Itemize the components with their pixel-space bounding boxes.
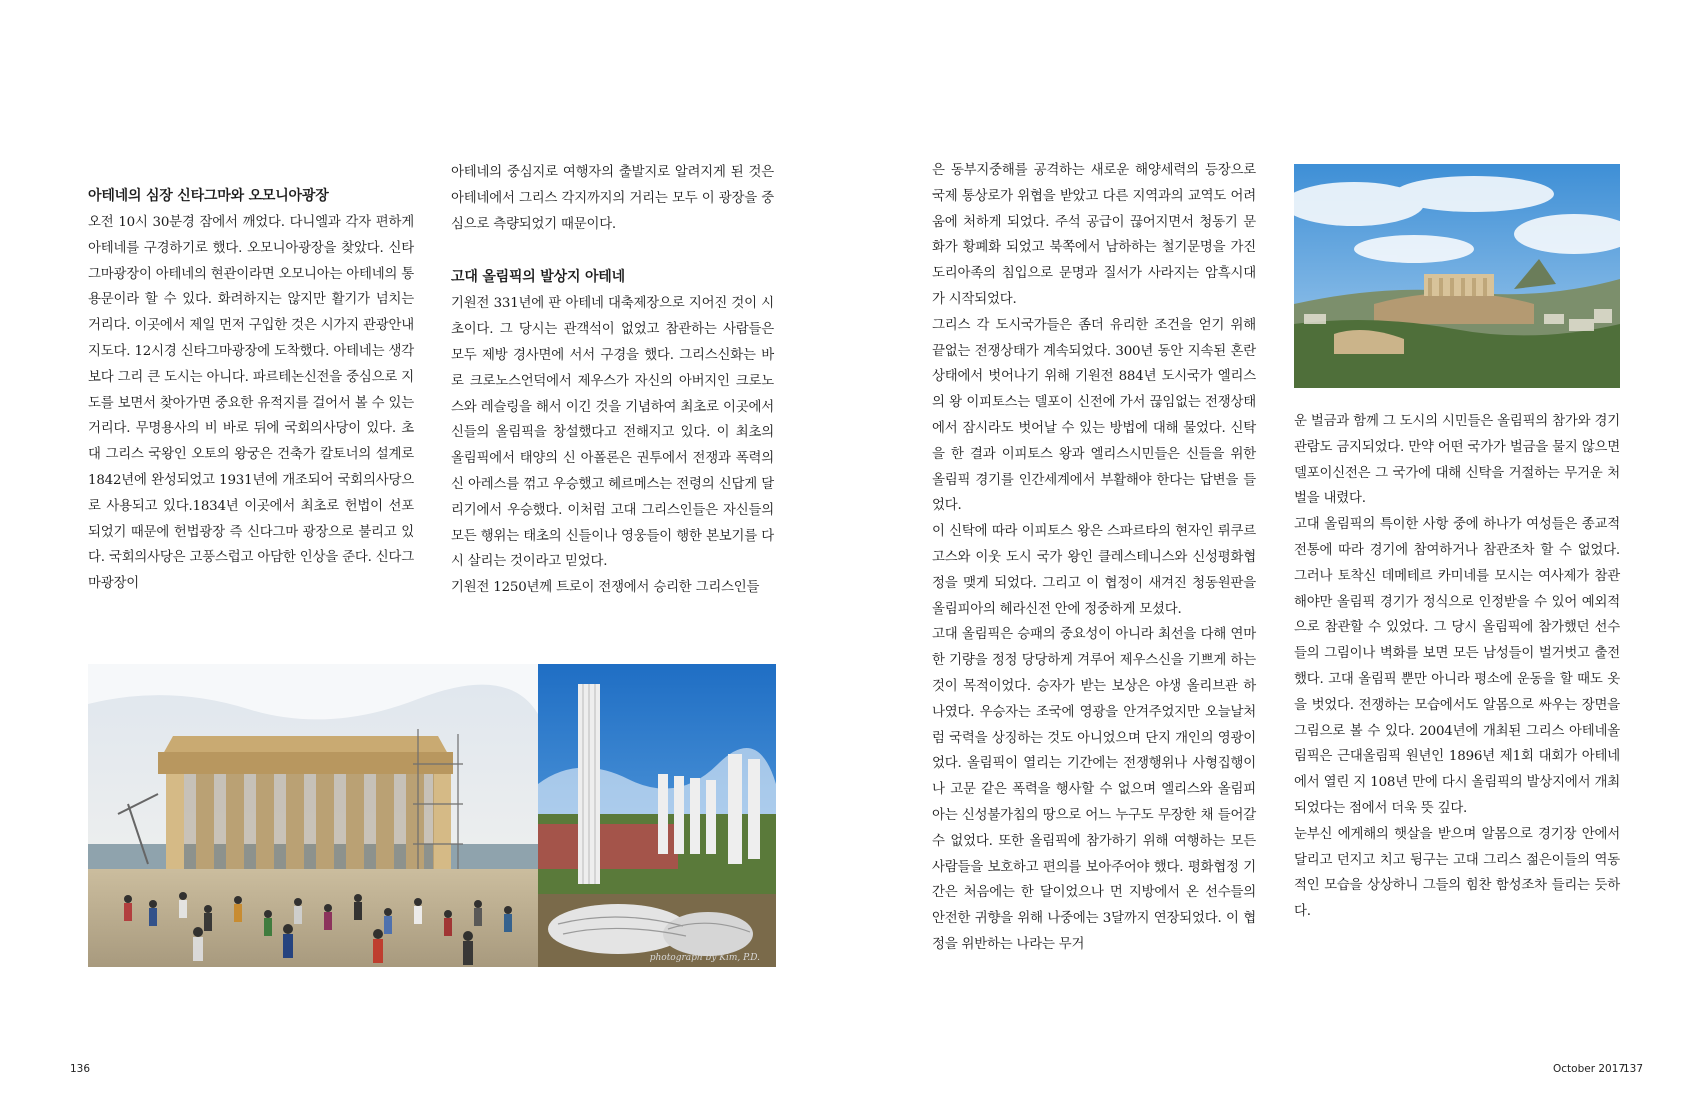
body-paragraph: 아테네의 중심지로 여행자의 출발지로 알려지게 된 것은 아테네에서 그리스 각지까지의 거리는 모두 이 광장을 중심으로 측량되었기 때문이다.	[451, 165, 774, 232]
body-paragraph: 운 벌금과 함께 그 도시의 시민들은 올림픽의 참가와 경기관람도 금지되었다. 만약 어떤 국가가 벌금을 물지 않으면 델포이신전은 그 국가에 대해 신탁을 거절하는 무거운 처벌을 내렸다.	[1294, 414, 1620, 507]
right-page	[843, 0, 1686, 1119]
column-1	[88, 184, 414, 597]
acropolis-photo	[1294, 164, 1620, 388]
body-paragraph: 은 동부지중해를 공격하는 새로운 해양세력의 등장으로 국제 통상로가 위협을 받았고 다른 지역과의 교역도 어려움에 처하게 되었다. 주석 공급이 끊어지면서 청동기 문화가 황폐화 되었고 북쪽에서 남하하는 철기문명을 가진 도리아족의 침입으로 문명과 질서가 사라지는 암흑시대가 시작되었다.	[932, 163, 1256, 307]
section-heading: 아테네의 심장 신타그마와 오모니아광장	[88, 188, 329, 204]
column-3	[932, 158, 1256, 958]
column-4	[1294, 409, 1620, 925]
parthenon-photo	[88, 664, 538, 967]
body-paragraph: 눈부신 에게해의 햇살을 받으며 알몸으로 경기장 안에서 달리고 던지고 치고 뒹구는 고대 그리스 젊은이들의 역동적인 모습을 상상하니 그들의 힘찬 함성조차 들리는 듯하다.	[1294, 826, 1620, 920]
parthenon-building	[118, 729, 463, 879]
folio-label: October 2017	[1553, 1063, 1626, 1075]
body-paragraph: 고대 올림픽의 특이한 사항 중에 하나가 여성들은 종교적 전통에 따라 경기에 참여하거나 참관조차 할 수 없었다. 그러나 토착신 데메테르 카미네를 모시는 여사제가 참관해야만 올림픽 경기가 정식으로 인정받을 수 있어 예외적으로 참관할 수 있었다. 그 당시 올림픽에 참가했던 선수들의 그림이나 벽화를 보면 모든 남성들이 벌거벗고 출전했다. 고대 올림픽 뿐만 아니라 평소에 운동을 할 때도 옷을 벗었다. 전쟁하는 모습에서도 알몸으로 싸우는 장면을 그림으로 볼 수 있다. 2004년에 개최된 그리스 아테네올림픽은 근대올림픽 원년인 1896년 제1회 대회가 아테네에서 열린 지 108년 만에 다시 올림픽의 발상지에서 개최되었다는 점에서 더욱 뜻 깊다.	[1294, 517, 1620, 816]
body-paragraph: 기원전 1250년께 트로이 전쟁에서 승리한 그리스인들	[451, 580, 760, 596]
page-number: 137	[1623, 1063, 1644, 1075]
section-heading: 고대 올림픽의 발상지 아테네	[451, 269, 625, 286]
body-paragraph: 오전 10시 30분경 잠에서 깨었다. 다니엘과 각자 편하게 아테네를 구경하기로 했다. 오모니아광장을 찾았다. 신타그마광장이 아테네의 현관이라면 오모니아는 아테네의 통용문이라 할 수 있다. 화려하지는 않지만 활기가 넘치는 거리다. 이곳에서 제일 먼저 구입한 것은 시가지 관광안내 지도다. 12시경 신타그마광장에 도착했다. 아테네는 생각보다 그리 큰 도시는 아니다. 파르테논신전을 중심으로 지도를 보면서 찾아가면 중요한 유적지를 걸어서 볼 수 있는 거리다. 무명용사의 비 바로 뒤에 국회의사당이 있다. 초대 그리스 국왕인 오토의 왕궁은 건축가 칼토너의 설계로 1842년에 완성되었고 1931년에 개조되어 국회의사당으로 사용되고 있다.1834년 이곳에서 최초로 헌법이 선포되었기 때문에 헌법광장 즉 신다그마 광장으로 불리고 있다. 국회의사당은 고풍스럽고 아담한 인상을 준다. 신다그마광장이	[88, 215, 414, 592]
photo-credit: photograph by Kim, P.D.	[649, 953, 760, 963]
body-paragraph: 기원전 331년에 판 아테네 대축제장으로 지어진 것이 시초이다. 그 당시는 관객석이 없었고 참관하는 사람들은 모두 제방 경사면에 서서 구경을 했다. 그리스신화는 바로 크로노스언덕에서 제우스가 자신의 아버지인 크로노스와 레슬링을 해서 이긴 것을 기념하여 최초로 이곳에서 신들의 올림픽을 창설했다고 전해지고 있다. 이 최초의 올림픽에서 태양의 신 아폴론은 권투에서 전쟁과 폭력의 신 아레스를 꺾고 우승했고 헤르메스는 전령의 신답게 달리기에서 우승했다. 이처럼 고대 그리스인들은 자신들의 모든 행위는 태초의 신들이나 영웅들이 행한 본보기를 다시 살리는 것이라고 믿었다.	[451, 296, 774, 570]
body-paragraph: 고대 올림픽은 승패의 중요성이 아니라 최선을 다해 연마한 기량을 정정 당당하게 겨루어 제우스신을 기쁘게 하는 것이 목적이었다. 승자가 받는 보상은 야생 올리브관 하나였다. 우승자는 조국에 영광을 안겨주었지만 오늘날처럼 국력을 상징하는 것도 아니었으며 단지 개인의 영광이었다. 올림픽이 열리는 기간에는 전쟁행위나 사형집행이나 고문 같은 폭력을 행사할 수 없으며 엘리스와 올림피아는 신성불가침의 땅으로 어느 누구도 무장한 채 들어갈 수 없었다. 또한 올림픽에 참가하기 위해 여행하는 모든 사람들을 보호하고 편의를 보아주어야 했다. 평화협정 기간은 처음에는 한 달이었으나 먼 지방에서 온 선수들의 안전한 귀향을 위해 나중에는 3달까지 연장되었다. 이 협정을 위반하는 나라는 무거	[932, 627, 1256, 952]
ancient-columns-photo	[538, 664, 776, 967]
body-paragraph: 그리스 각 도시국가들은 좀더 유리한 조건을 얻기 위해 끝없는 전쟁상태가 계속되었다. 300년 동안 지속된 혼란 상태에서 벗어나기 위해 기원전 884년 도시국가 엘리스의 왕 이피토스는 델포이 신전에 가서 끊임없는 전쟁상태에서 잠시라도 벗어날 수 있는 방법에 대해 물었다. 신탁을 한 결과 이피토스 왕과 엘리스시민들은 신들을 위한 올림픽 경기를 인간세계에서 부활해야 한다는 답변을 들었다.	[932, 317, 1256, 514]
body-paragraph: 이 신탁에 따라 이피토스 왕은 스파르타의 현자인 뤼쿠르고스와 이웃 도시 국가 왕인 클레스테니스와 신성평화협정을 맺게 되었다. 그리고 이 협정이 새겨진 청동원판을 올림피아의 헤라신전 안에 정중하게 모셨다.	[932, 524, 1256, 617]
page-number: 136	[70, 1063, 91, 1075]
column-2	[451, 160, 774, 601]
